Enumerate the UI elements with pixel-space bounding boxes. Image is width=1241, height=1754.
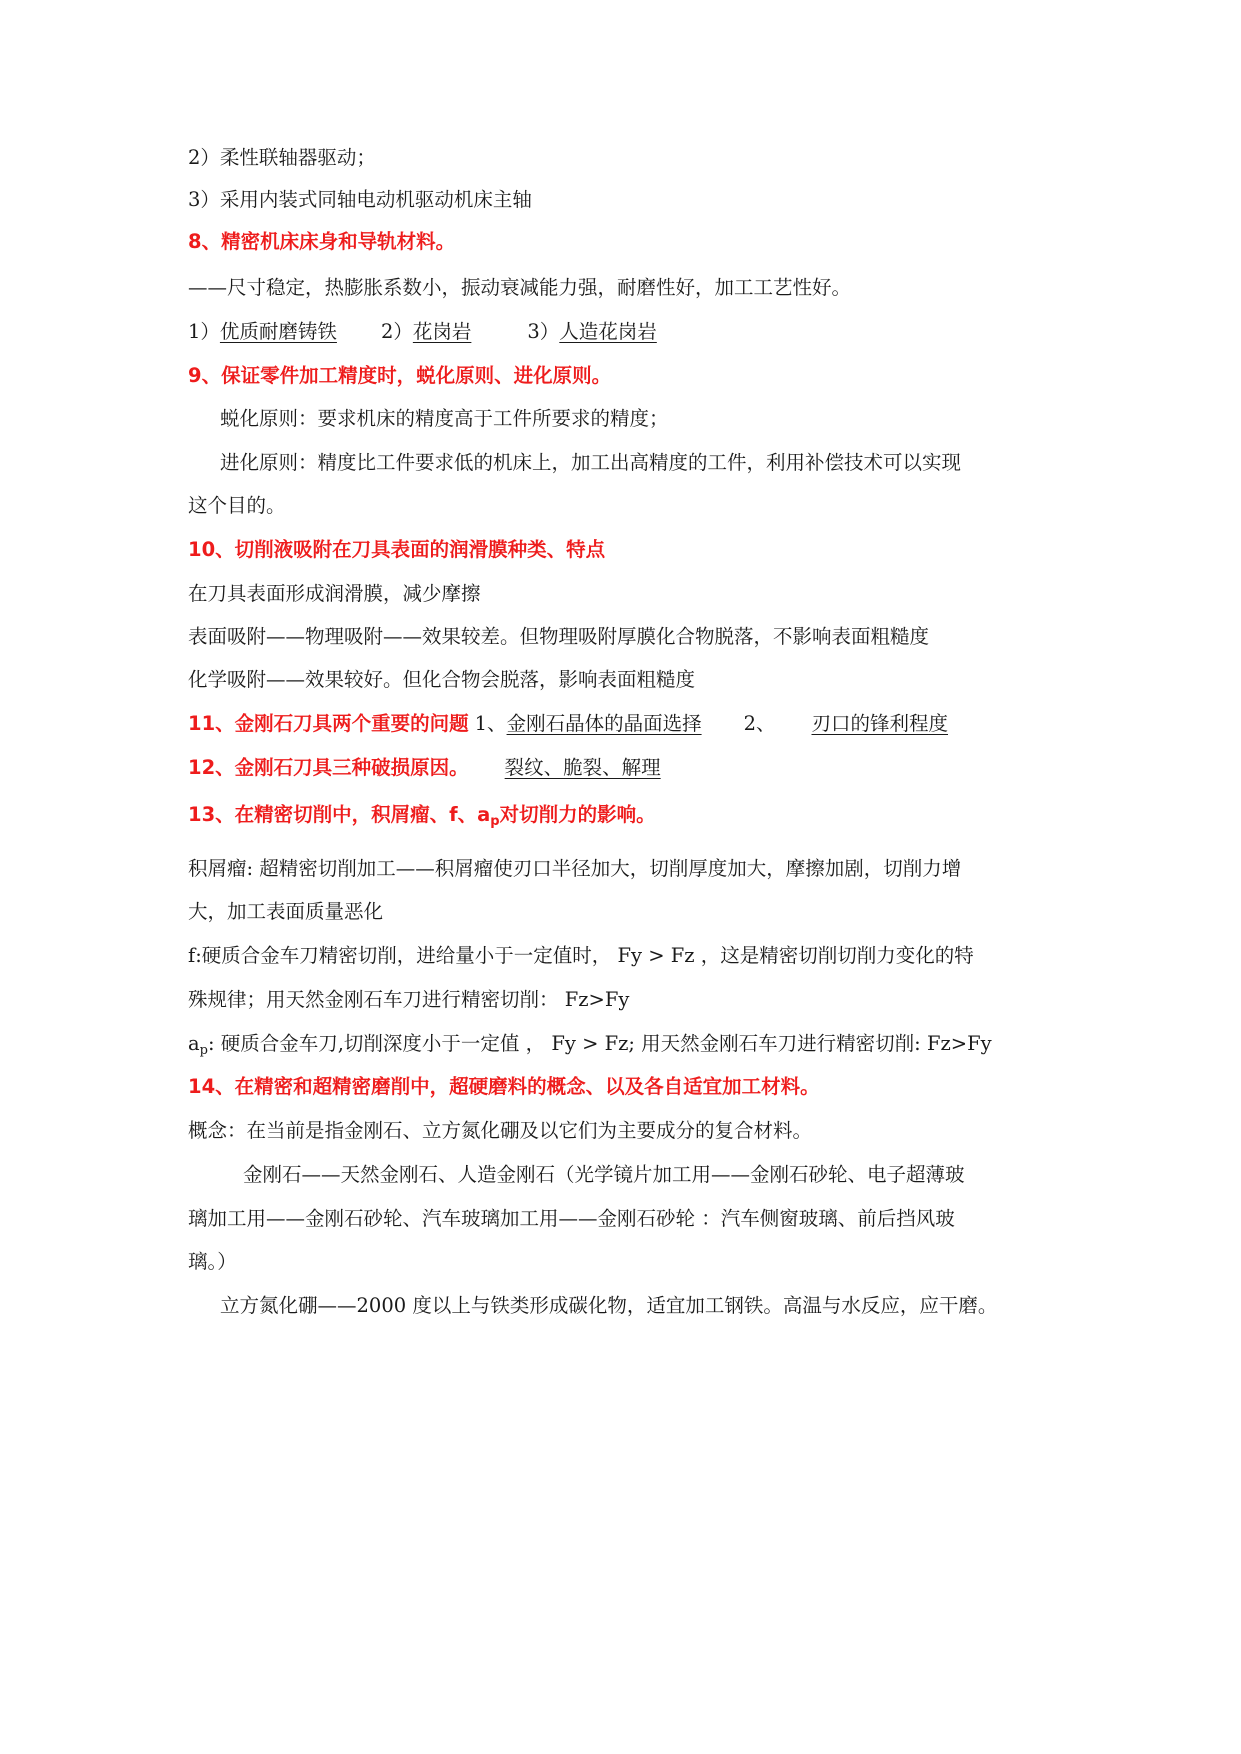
subscript: p — [490, 814, 500, 829]
text-line: f:硬质合金车刀精密切削，进给量小于一定值时， Fy > Fz ，这是精密切削切削力变化的特 — [188, 944, 974, 967]
section-heading-12: 12、金刚石刀具三种破损原因。 — [188, 756, 469, 779]
text-line: 在刀具表面形成润滑膜，减少摩擦 — [188, 582, 481, 605]
text-line: 积屑瘤: 超精密切削加工——积屑瘤使刃口半径加大，切削厚度加大，摩擦加剧，切削力增 — [188, 857, 962, 880]
text-line: ——尺寸稳定，热膨胀系数小，振动衰减能力强，耐磨性好，加工工艺性好。 — [188, 276, 852, 299]
symbol: a — [188, 1032, 200, 1055]
text-line — [188, 1030, 992, 1065]
material-item: 花岗岩 — [412, 320, 472, 343]
answer-item: 金刚石晶体的晶面选择 — [506, 712, 702, 735]
text-line: 2）柔性联轴器驱动； — [188, 146, 376, 169]
answer-item: 裂纹、脆裂、解理 — [504, 756, 661, 779]
section-12-line — [188, 754, 661, 782]
text-line: 3）采用内装式同轴电动机驱动机床主轴 — [188, 188, 532, 211]
list-prefix: 1、 — [474, 712, 507, 735]
text-line: 这个目的。 — [188, 494, 286, 517]
text-line: 金刚石——天然金刚石、人造金刚石（光学镜片加工用——金刚石砂轮、电子超薄玻 — [243, 1163, 965, 1186]
section-heading-13 — [188, 801, 656, 836]
text-line: 概念：在当前是指金刚石、立方氮化硼及以它们为主要成分的复合材料。 — [188, 1119, 813, 1142]
text-line: 殊规律；用天然金刚石车刀进行精密切削： Fz>Fy — [188, 988, 630, 1011]
text-line: 大，加工表面质量恶化 — [188, 900, 384, 923]
material-item: 优质耐磨铸铁 — [219, 320, 337, 343]
section-heading-10: 10、切削液吸附在刀具表面的润滑膜种类、特点 — [188, 538, 606, 561]
text-line: 璃加工用——金刚石砂轮、汽车玻璃加工用——金刚石砂轮 ：汽车侧窗玻璃、前后挡风玻 — [188, 1207, 955, 1230]
list-prefix: 3） — [527, 320, 560, 343]
section-heading-11: 11、金刚石刀具两个重要的问题 — [188, 712, 469, 735]
section-heading-9: 9、保证零件加工精度时，蜕化原则、进化原则。 — [188, 364, 612, 387]
list-prefix: 2） — [380, 320, 413, 343]
section-heading-14: 14、在精密和超精密磨削中，超硬磨料的概念、以及各自适宜加工材料。 — [188, 1075, 820, 1098]
text-line: 蜕化原则：要求机床的精度高于工件所要求的精度； — [220, 407, 669, 430]
list-prefix: 2、 — [743, 712, 776, 735]
material-item: 人造花岗岩 — [559, 320, 657, 343]
section-heading-8: 8、精密机床床身和导轨材料。 — [188, 230, 456, 253]
text-line: 璃。） — [188, 1250, 237, 1273]
text-line: 进化原则：精度比工件要求低的机床上，加工出高精度的工件，利用补偿技术可以实现 — [220, 451, 962, 474]
text-line: 表面吸附——物理吸附——效果较差。但物理吸附厚膜化合物脱落，不影响表面粗糙度 — [188, 625, 930, 648]
heading-text: 对切削力的影响。 — [499, 803, 656, 826]
section-11-line — [188, 710, 948, 738]
heading-text: 13、在精密切削中，积屑瘤、f、a — [188, 803, 491, 826]
text-line: 立方氮化硼——2000 度以上与铁类形成碳化物，适宜加工钢铁。高温与水反应，应干磨。 — [220, 1294, 998, 1317]
material-list — [188, 318, 657, 346]
list-prefix: 1） — [188, 320, 220, 343]
line-text: : 硬质合金车刀,切削深度小于一定值 ， Fy > Fz; 用天然金刚石车刀进行精密切削: Fz>Fy — [207, 1032, 992, 1055]
answer-item: 刃口的锋利程度 — [811, 712, 949, 735]
text-line: 化学吸附——效果较好。但化合物会脱落，影响表面粗糙度 — [188, 668, 696, 691]
subscript: p — [199, 1043, 208, 1058]
